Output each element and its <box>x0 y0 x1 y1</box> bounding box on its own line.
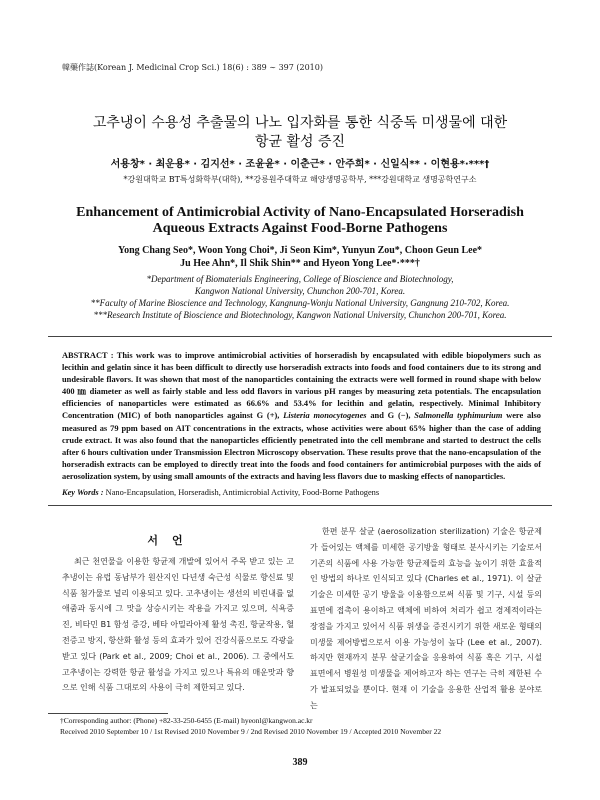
abstract-text-1: This work was to improve antimicrobial activities of horseradish by encapsulated with edible biopolymers such as lecithin and gelatin since it has been difficult to directly use horseradish extracts into foods and food containers due to its strong and undesirable flavors. It was shown that most of the nanoparticles containing the extracts were well formed in round shape with below 400 ㎚ diameter as well as fairly stable and less odd flavors in various pH ranges by measuring zeta potentials. The encapsulation efficiencies of nanoparticles were estimated as 66.6% and 53.4% for lecithin and gelatin, respectively. Minimal Inhibitory Concentration (MIC) of both nanoparticles against G (+), <box>62 351 541 421</box>
right-column-text: 한편 분무 살균 (aerosolization sterilization) 기술은 항균제가 들어있는 액체를 미세한 공기방울 형태로 분사시키는 기술로서 기존의 식품에 사용 가능한 항균제들의 효능을 높이기 위한 효율적인 방법의 하나로 인식되고 있다 (Charles et al., 1971). 이 살균 기술은 미세한 공기 방울을 이용함으로써 식품 및 기구, 시설 등의 표면에 접촉이 용이하고 액체에 비하여 처리가 쉽고 경제적이라는 장점을 가지고 있어서 식품 위생을 증진시키기 위한 새로운 형태의 미생물 제어방법으로서 이용 가능성이 높다 (Lee et al., 2007). 하지만 현재까지 분무 살균기술을 응용하여 식품 혹은 기구, 시설 표면에서 병원성 미생물을 제어하고자 하는 연구는 극히 제한된 수가 발표되었을 뿐이다. 현재 이 기술을 응용한 산업적 활용 분야로는 <box>310 527 542 710</box>
keywords-text: Nano-Encapsulation, Horseradish, Antimicrobial Activity, Food-Borne Pathogens <box>103 488 380 497</box>
section-title-introduction: 서언 <box>147 534 197 547</box>
english-affiliation-4: ***Research Institute of Bioscience and Biotechnology, Kangwon National University, Chunchon 200-701, Korea. <box>93 310 507 320</box>
abstract-bottom-rule <box>48 505 552 506</box>
abstract-text-3: were also measured as 79 ppm based on AIT concentrations in the extracts, whose activities were about 65% higher than the case of adding crude extract. It was also found that the nanoparticles efficiently penetrated into the cell membrane and started to destruct the cells after 6 hours cultivation under Transmission Electron Microscopy observation. These results prove that the nano-encapsulation of the horseradish extracts can be employed to directly treat into the foods and food containers for antimicrobial purposes with the aids of aerosolization system, by using small amounts of the extracts and having less flavors due to masking effects of nanoparticles. <box>62 411 541 481</box>
keywords <box>62 488 541 497</box>
abstract-top-rule <box>48 336 552 337</box>
corresponding-author: †Corresponding author: (Phone) +82-33-250-6455 (E-mail) hyeonl@kangwon.ac.kr <box>60 716 313 725</box>
korean-affiliations: *강원대학교 BT특성화학부(대학), **강릉원주대학교 해양생명공학부, ***강원대학교 생명공학연구소 <box>123 175 477 184</box>
species-salmonella: Salmonella typhimurium <box>414 411 503 421</box>
received-dates: Received 2010 September 10 / 1st Revised 2010 November 9 / 2nd Revised 2010 November 19 / Accepted 2010 November 22 <box>60 727 442 736</box>
english-authors-line-1: Yong Chang Seo*, Woon Yong Choi*, Ji Seon Kim*, Yunyun Zou*, Choon Geun Lee* <box>117 245 483 256</box>
abstract <box>62 350 541 483</box>
english-title-line-1: Enhancement of Antimicrobial Activity of Nano-Encapsulated Horseradish <box>76 205 524 220</box>
english-affiliation-1: *Department of Biomaterials Engineering, College of Bioscience and Biotechnology, <box>146 274 454 284</box>
english-title-line-2: Aqueous Extracts Against Food-Borne Pathogens <box>152 221 448 236</box>
korean-title-line-2: 항균 활성 증진 <box>254 134 346 150</box>
keywords-label: Key Words : <box>62 488 104 497</box>
abstract-text-2: and G (−), <box>366 411 415 421</box>
korean-authors: 서용창* · 최운용* · 김지선* · 조윤윤* · 이춘근* · 안주희* · 신일식** · 이현용*·***† <box>110 159 490 170</box>
korean-title-line-1: 고추냉이 수용성 추출물의 나노 입자화를 통한 식중독 미생물에 대한 <box>92 115 508 131</box>
footnote-rule <box>48 713 168 714</box>
english-authors-line-2: Ju Hee Ahn*, Il Shik Shin** and Hyeon Yong Lee*·***† <box>180 258 420 269</box>
english-affiliation-2: Kangwon National University, Chunchon 200-701, Korea. <box>194 286 406 296</box>
english-affiliation-3: **Faculty of Marine Bioscience and Technology, Kangnung-Wonju National University, Gangnung 210-702, Korea. <box>90 298 510 308</box>
species-listeria: Listeria monocytogenes <box>283 411 367 421</box>
page-number: 389 <box>292 757 308 768</box>
left-column-text: 최근 천연물을 이용한 항균제 개발에 있어서 주목 받고 있는 고추냉이는 유럽 동남부가 원산지인 다년생 숙근성 식물로 향신료 및 식품 첨가물로 널리 이용되고 있다. 고추냉이는 생선의 비린내를 없애줌과 동시에 그 맛을 상승시키는 작용을 가지고 있으며, 식욕증진, 비타민 B1 함성 증강, 베타 아밀라아제 활성 촉진, 항균작용, 혈전증고 방지, 항산화 활성 등의 효과가 있어 건강식품으로도 각광을 받고 있다 (Park et al., 2009; Choi et al., 2006). 그 중에서도 고추냉이는 강력한 항균 활성을 가지고 있으나 특유의 매운맛과 향으로 인해 식품 그대로의 사용이 극히 제한되고 있다. <box>62 557 294 693</box>
journal-header: 韓藥作誌(Korean J. Medicinal Crop Sci.) 18(6) : 389 ∼ 397 (2010) <box>62 63 323 72</box>
abstract-label: ABSTRACT : <box>62 351 114 360</box>
